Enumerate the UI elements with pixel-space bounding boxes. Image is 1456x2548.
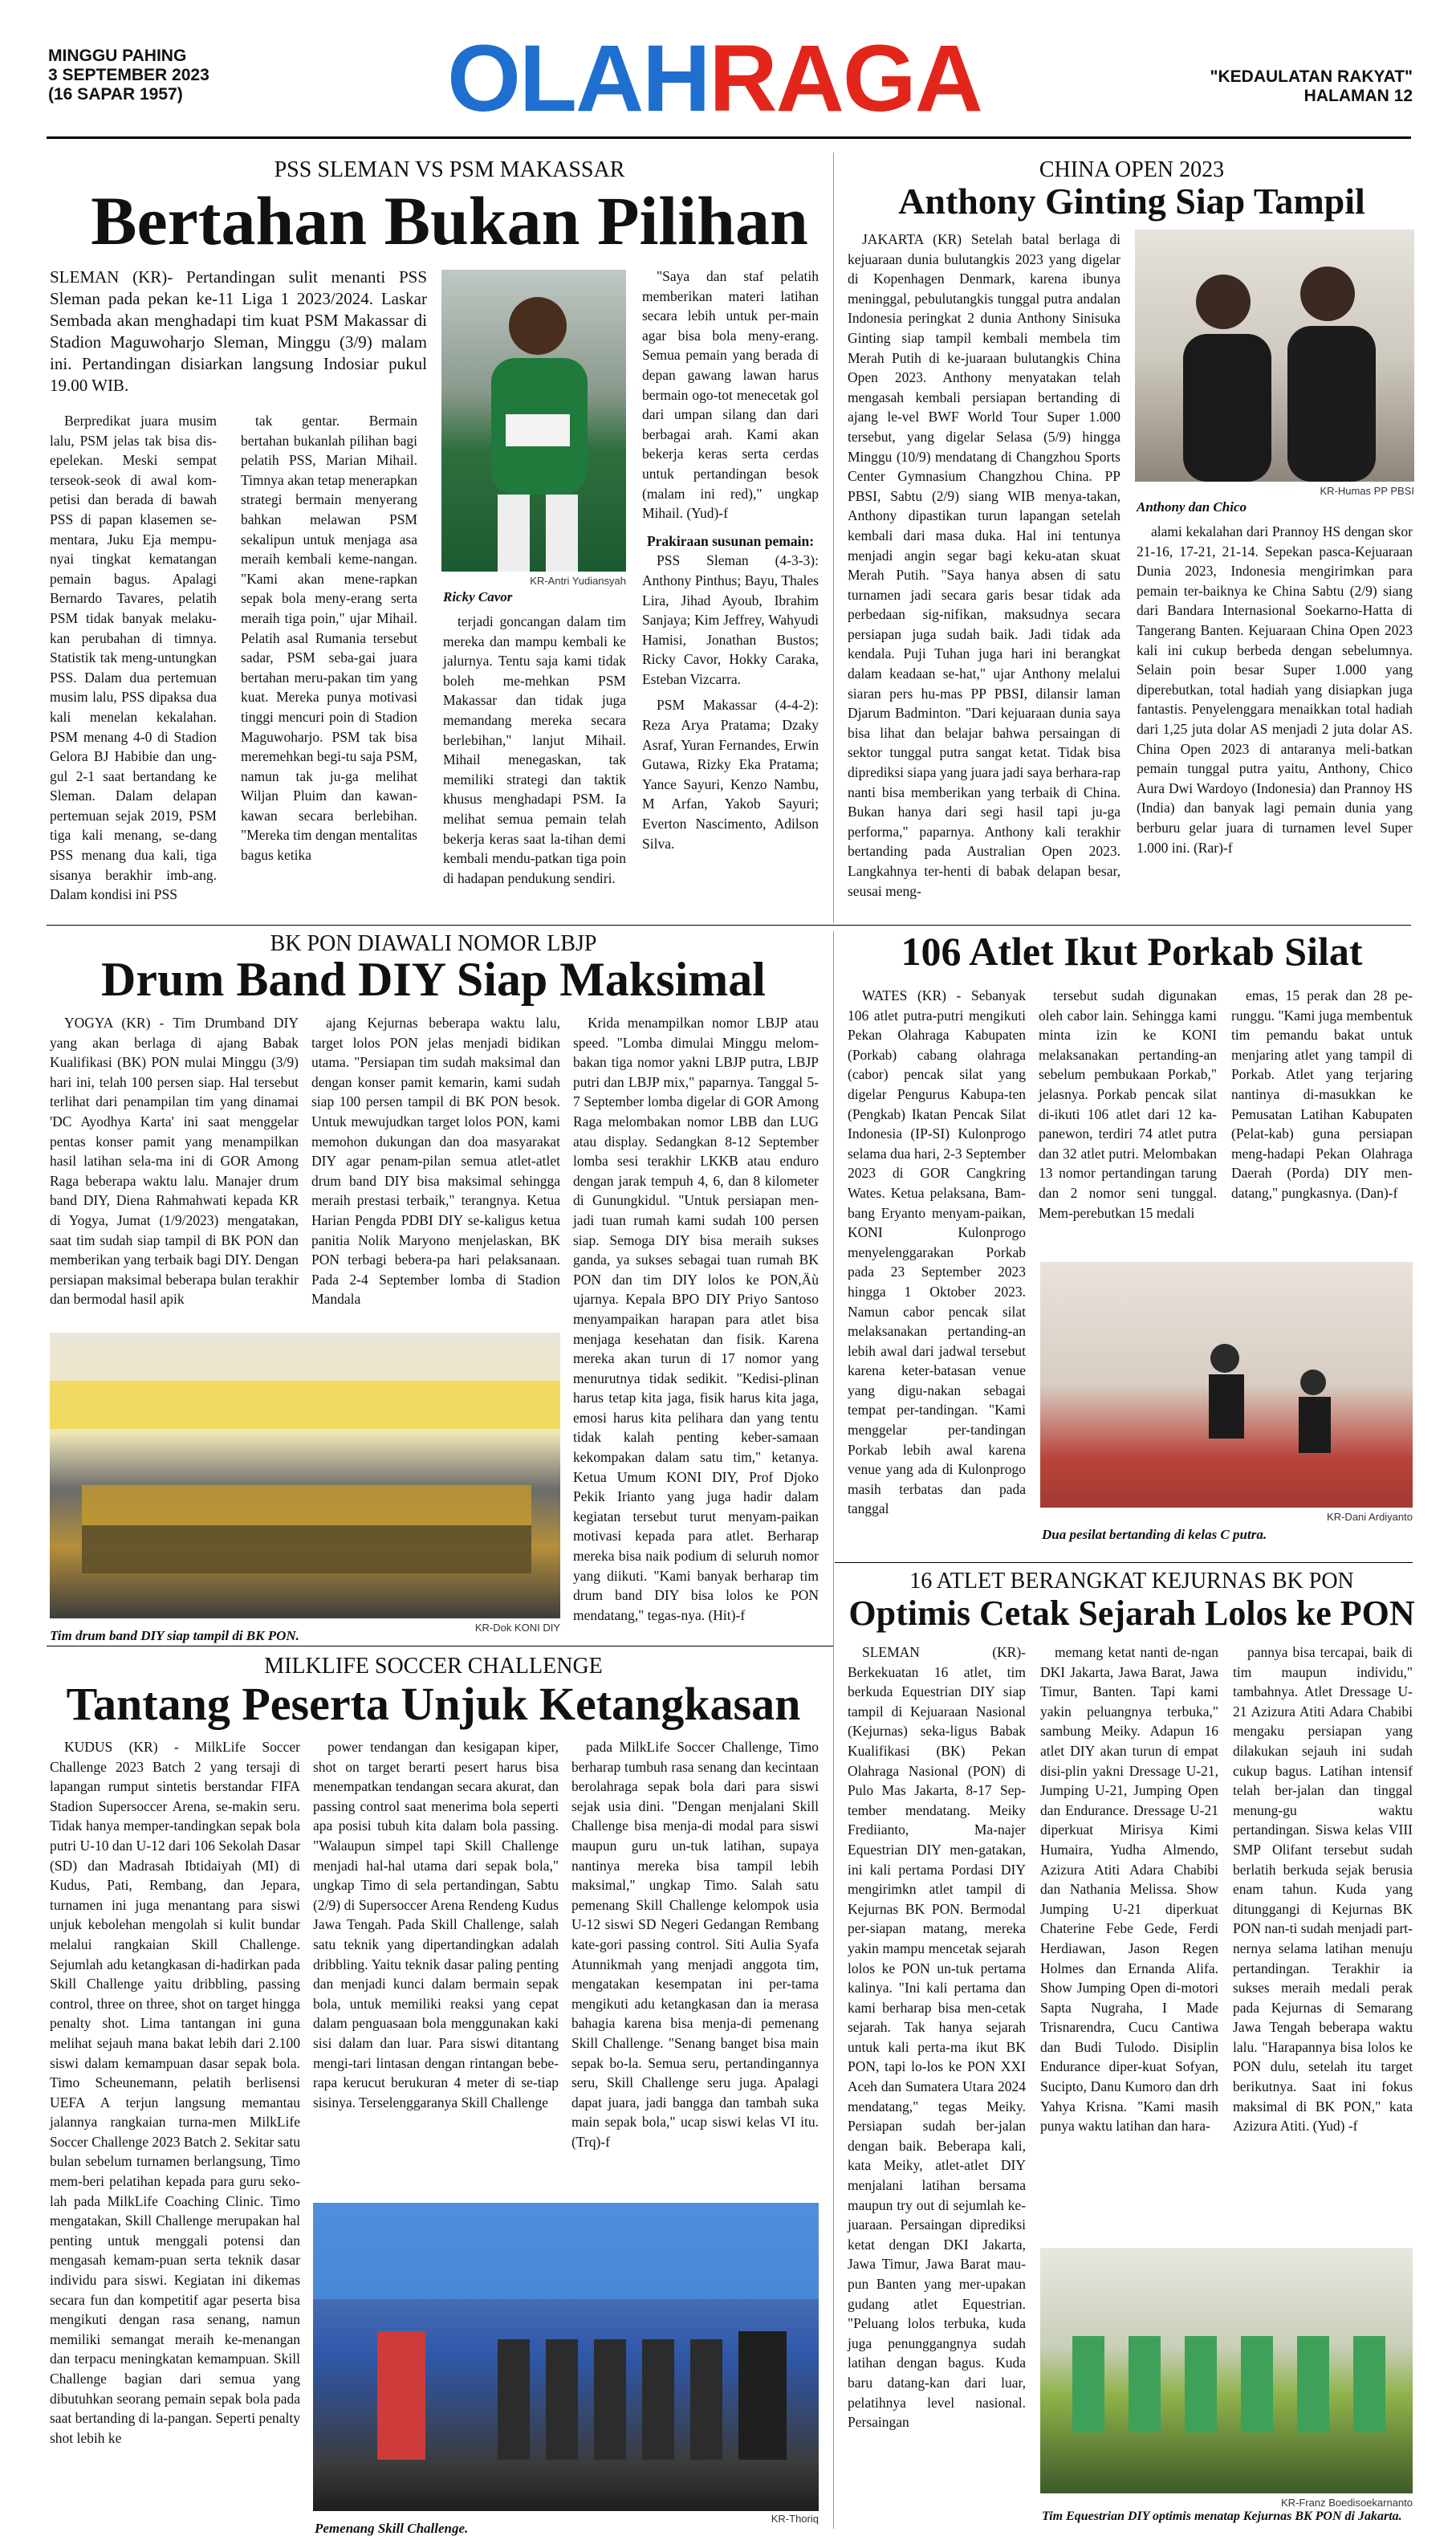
masthead-right: [1210, 67, 1413, 106]
article4-photo-caption: Dua pesilat bertanding di kelas C putra.: [1042, 1527, 1267, 1542]
article1-col4: [642, 267, 819, 853]
article1-kicker: PSS SLEMAN VS PSM MAKASSAR: [274, 157, 625, 182]
players-illustration: [1135, 230, 1414, 482]
article6-col1: [848, 1642, 1026, 2432]
article1-col3: [443, 612, 626, 888]
article4-photo: [1040, 1262, 1413, 1508]
article6-photo-credit: KR-Franz Boedisoekarnanto: [1280, 2497, 1413, 2509]
day-label: MINGGU PAHING: [48, 47, 187, 65]
article5-col2: [313, 1737, 559, 2112]
section-rule-2: [835, 1562, 1413, 1563]
article4-col1-text: WATES (KR) - Sebanyak 106 atlet putra-putri mengikuti Pekan Olahraga Kabupaten (Porkab) cabang olahraga (cabor) pencak silat yang digelar Pengurus Kabupa-ten (Pengkab) Ikatan Pencak Silat Indonesia (IP-SI) Kulonprogo selama dua hari, 2-3 September 2023 di GOR Cangkring Wates. Ketua pelaksana, Bam-bang Eryanto menyam-paikan, KONI Kulonprogo menyelenggarakan Porkab pada 23 September 2023 hingga 1 Oktober 2023. Namun cabor pencak silat melaksanakan pertanding-an lebih awal dari jadwal tersebut karena keter-batasan venue yang digu-nakan sebagai tempat per-tandingan. "Kami menggelar per-tandingan Porkab lebih awal karena venue yang ada di Kulonprogo masih terbatas dan pada tanggal: [848, 987, 1026, 1517]
article5-photo-credit: KR-Thoriq: [771, 2513, 819, 2525]
column-divider: [833, 153, 834, 923]
article2-title: Anthony Ginting Siap Tampil: [898, 181, 1365, 222]
lineup-pss: PSS Sleman (4-3-3): Anthony Pinthus; Bayu, Thales Lira, Jihad Ayoub, Ibrahim Sanjaya; Kim Jeffrey, Wahyudi Hamisi, Jonathan Bustos; Ricky Cavor, Hokky Caraka, Esteban Vizcarra.: [642, 552, 819, 687]
article2-photo-credit: KR-Humas PP PBSI: [1320, 485, 1414, 497]
soccer-player-illustration: [441, 270, 626, 572]
logo-part-olah: OLAH: [447, 26, 710, 132]
masthead-left: [48, 47, 209, 104]
article3-col1: [50, 1013, 299, 1309]
article3-col3-text: Krida menampilkan nomor LBJP atau speed. "Lomba dimulai Minggu melom-bakan tiga nomor yakni LBJP putra, LBJP putri dan LBJP mix," paparnya. Tanggal 5-7 September lomba digelar di GOR Among Raga melombakan nomor LBB dan LUG atau display. Sedangkan 8-12 September lomba sesi terakhir LKKB atau enduro dengan jarak tempuh 4, 6, dan 8 kilometer di Gunungkidul. "Untuk persiapan men-jadi tuan rumah kami sudah 100 persen siap. Semoga DIY bisa meraih sukses ganda, ya sukses sebagai tuan rumah BK PON dan tim DIY lolos ke PON,Äù ujarnya. Kepala BPO DIY Priyo Santoso menyampaikan harapan para atlet bisa menjaga kesehatan dan fisik. Karena mereka akan turun di 17 nomor yang menurutnya tidak sedikit. "Kedisi-plinan harus tetap kita jaga, fisik harus kita jaga, emosi harus kita pelihara dan yang tentu tidak kalah penting keber-samaan kekompakan dalam satu tim," ketanya. Ketua Umum KONI DIY, Prof Djoko Pekik Irianto yang juga hadir dalam kegiatan tersebut turut menyam-paikan motivasi kepada para atlet. Berharap mereka bisa naik podium di seluruh nomor yang diikuti. "Kami banyak berharap tim drum band DIY bisa lolos ke PON mendatang," tegas-nya. (Hit)-f: [573, 1015, 819, 1623]
logo-part-raga: RAGA: [709, 26, 982, 132]
article1-photo-caption: Ricky Cavor: [443, 589, 513, 604]
article6-kicker: 16 ATLET BERANGKAT KEJURNAS BK PON: [909, 1569, 1354, 1594]
page-number: HALAMAN 12: [1303, 87, 1413, 105]
article1-photo: [441, 270, 626, 572]
article3-col3: [573, 1013, 819, 1625]
silat-fighters-illustration: [1040, 1262, 1413, 1508]
article2-col2: [1137, 522, 1413, 857]
lineup-heading: Prakiraan susunan pemain:: [646, 532, 815, 549]
article1-lead-text: SLEMAN (KR)- Pertandingan sulit menanti PSS Sleman pada pekan ke-11 Liga 1 2023/2024. Laskar Sembada akan menghadapi tim kuat PSM Makassar di Stadion Maguwoharjo Sleman, Minggu (3/9) malam ini. Pertandingan disiarkan langsung Indosiar pukul 19.00 WIB.: [50, 267, 427, 395]
hijri-date-label: (16 SAPAR 1957): [48, 85, 183, 104]
article1-col1: [50, 411, 217, 905]
article3-kicker: BK PON DIAWALI NOMOR LBJP: [270, 931, 597, 956]
masthead-rule: [47, 136, 1411, 139]
article4-photo-credit: KR-Dani Ardiyanto: [1327, 1511, 1413, 1523]
article5-col3: [571, 1737, 819, 2151]
article6-col3: [1233, 1642, 1413, 2136]
article3-photo: [50, 1333, 560, 1618]
article5-title: Tantang Peserta Unjuk Ketangkasan: [66, 1678, 801, 1730]
article4-col1: [848, 986, 1026, 1519]
article5-kicker: MILKLIFE SOCCER CHALLENGE: [264, 1654, 603, 1679]
article3-col1-text: YOGYA (KR) - Tim Drumband DIY yang akan berlaga di ajang Babak Kualifikasi (BK) PON mulai Minggu (3/9) hari ini, telah 100 persen siap. Hal tersebut terlihat dari penampilan tim yang dinamai 'DC Ayodhya Karta' ini saat menggelar pentas konser pamit yang menampilkan hasil latihan sela-ma ini di GOR Among Raga beberapa waktu lalu. Manajer drum band DIY, Diena Rahmahwati kepada KR di Yogya, Jumat (1/9/2023) mengatakan, saat tim sudah siap tampil di BK PON dan memberikan yang terbaik bagi DIY. Dengan persiapan maksimal beberapa bulan terakhir dan bermodal hasil apik: [50, 1015, 299, 1308]
article3-photo-caption: Tim drum band DIY siap tampil di BK PON.: [50, 1628, 299, 1643]
article2-col1: [848, 230, 1120, 901]
article1-col2-text: tak gentar. Bermain bertahan bukanlah pilihan bagi pelatih PSS, Marian Mihail. Timnya akan tetap menerapkan strategi bermain menyerang bahkan melawan PSM sekalipun untuk menjaga asa meraih kembali keme-nangan. "Kami akan mene-rapkan sepak bola meny-erang serta meraih tiga poin," ujar Mihail. Pelatih asal Rumania tersebut sadar, PSM seba-gai juara bertahan meru-pakan tim yang kuat. Mereka punya motivasi tinggi mencuri poin di Stadion Maguwoharjo. PSM tak bisa meremehkan begi-tu saja PSM, namun tak ju-ga melihat Wiljan Pluim dan kawan-kawan secara berlebihan. "Mereka tim dengan mentalitas bagus ketika: [241, 413, 417, 864]
article4-col2: [1039, 986, 1217, 1223]
equestrian-team-illustration: [1040, 2248, 1413, 2493]
article2-col1-text: JAKARTA (KR) Setelah batal berlaga di kejuaraan dunia bulutangkis 2023 yang digelar di Kopenhagen Denmark, karena ibunya meninggal, pebulutangkis tunggal putra andalan Indonesia peringkat 2 dunia Anthony Sinisuka Ginting siap tampil kembali membela tim Merah Putih di ke-juaraan bulutangkis China Open 2023. Anthony menyatakan telah mengasah kembali persiapan bertanding di ajang le-vel BWF World Tour Super 1.000 tersebut, yang digelar Selasa (5/9) hingga Minggu (10/9) mendatang di Changzhou Sports Center Gymnasium Changzhou China. PP PBSI, Sabtu (2/9) siang WIB menya-takan, Anthony dipastikan turun lapangan setelah kembali dari masa duka. Hal ini tentunya menjadi angin segar bagi keku-atan skuat Merah Putih. "Saya hanya absen di satu turnamen jadi secara garis besar tidak ada perbedaan sig-nifikan, maksudnya secara persiapan juga sudah baik. Jadi tidak ada kendala. Puji Tuhan juga hari ini berangkat dalam keadaan se-hat," ujar Anthony melalui siaran pers hu-mas PP PBSI, dilansir laman Djarum Badminton. "Dari kejuaraan dunia saya bisa lihat dan belajar bahwa persaingan di sektor tunggal putra sangat ketat. Tidak bisa diprediksi siapa yang juara jadi saya berhara-rap nanti bisa memberikan yang terbaik di China. Bukan hanya dari segi hasil tapi ju-ga performa," paparnya. Anthony kali terakhir bertanding pada Australian Open 2023. Langkahnya ter-henti di babak delapan besar, seusai meng-: [848, 231, 1120, 899]
article1-title: Bertahan Bukan Pilihan: [91, 182, 808, 259]
article6-col3-text: pannya bisa tercapai, baik di tim maupun individu," tambahnya. Atlet Dressage U-21 Azizura Atiti Adara Chabibi mengaku persiapan yang dilakukan sejauh ini sudah cukup bagus. Latihan intensif telah ber-jalan dan tinggal menung-gu waktu pertandingan. Siswa kelas VIII SMP Olifant tersebut sudah berlatih berkuda sejak berusia enam tahun. Kuda yang ditunggangi di Kejurnas BK PON nan-ti sudah menjadi part-nernya selama latihan menuju pertandingan. Terakhir ia sukses meraih medali perak pada Kejurnas di Semarang Jawa Tengah beberapa waktu lalu. "Harapannya bisa lolos ke PON dulu, setelah itu target berikutnya. Saat ini fokus maksimal di BK PON," kata Azizura Atiti. (Yud) -f: [1233, 1644, 1413, 2135]
article6-col1-text: SLEMAN (KR)- Berkekuatan 16 atlet, tim berkuda Equestrian DIY siap tampil di Kejuaraan Nasional (Kejurnas) seka-ligus Babak Kualifikasi (BK) Pekan Olahraga Nasional (PON) di Pulo Mas Jakarta, 8-17 Sep-tember mendatang. Meiky Frediianto, Ma-najer Equestrian DIY men-gatakan, ini kali pertama Pordasi DIY mengirimkn atlet tampil di Kejurnas BK PON. Bermodal per-siapan matang, mereka yakin mampu mencetak sejarah lolos ke PON un-tuk pertama kalinya. "Ini kali pertama dan kami berharap bisa men-cetak sejarah. Tak hanya sejarah untuk kali perta-ma ikut BK PON, tapi lo-los ke PON XXI Aceh dan Sumatera Utara 2024 mendatang," tegas Meiky. Persiapan sudah ber-jalan dengan baik. Beberapa kali, kata Meiky, atlet-atlet DIY menjalani latihan bersama maupun try out di sejumlah ke-juaraan. Persaingan diprediksi ketat dengan DKI Jakarta, Jawa Timur, Jawa Barat mau-pun Banten yang mer-upakan gudang atlet Equestrian. "Peluang lolos terbuka, kuda juga penunggangnya sudah latihan dengan bagus. Kuda baru datang-kan dari luar, pelatihnya level nasional. Persaingan: [848, 1644, 1026, 2431]
article2-photo-caption: Anthony dan Chico: [1137, 499, 1247, 515]
article6-col2: [1040, 1642, 1218, 2136]
article4-col3: [1231, 986, 1413, 1203]
winners-podium-illustration: [313, 2203, 819, 2511]
section-logo: [313, 26, 1116, 132]
article2-col2-text: alami kekalahan dari Prannoy HS dengan skor 21-16, 17-21, 21-14. Sepekan pasca-Kejuaraan Dunia 2023, Indonesia mengirimkan para pemain ter-baiknya ke China Sabtu (2/9) siang dari Bandara Internasional Soekarno-Hatta di Tangerang Banten. Kejuaraan China Open 2023 kali ini cukup berbeda dengan sebelumnya. Selain poin besar Super 1.000 yang diperebutkan, total hadiah yang disiapkan juga fantastis. Penyelenggara menaikkan total hadiah dari 1,25 juta dolar AS menjadi 2 juta dolar AS. China Open 2023 di antaranya meli-batkan pemain tunggal putra yaitu, Anthony, Chico Aura Dwi Wardoyo (Indonesia) dan Prannoy HS (India) dan banyak lagi pemain dunia yang berburu gelar juara di turnamen level Super 1.000 ini. (Rar)-f: [1137, 523, 1413, 856]
article6-title: Optimis Cetak Sejarah Lolos ke PON: [848, 1594, 1415, 1633]
column-divider-2: [833, 931, 834, 1654]
article1-col3-text: terjadi goncangan dalam tim mereka dan mampu kembali ke jalurnya. Tentu saja kami tidak boleh me-mehkan PSM Makassar dan tidak juga memandang mereka secara berlebihan," lanjut Mihail. Mihail menegaskan, tak memiliki strategi dan taktik khusus menghadapi PSM. Ia melihat semua pemain telah bekerja keras saat la-tihan demi kembali mendu-patkan tiga poin di hadapan pendukung sendiri.: [443, 613, 626, 886]
article3-col2: [311, 1013, 560, 1309]
column-divider-3: [833, 1654, 834, 2529]
article1-col4-text: "Saya dan staf pelatih memberikan materi latihan secara lebih untuk per-main agar bisa bola meny-erang. Semua pemain yang berada di depan gawang lawan harus bermain ogo-tot menecetak gol dari umpan silang dan dari berbagai arah. Kami akan bekerja keras serta cerdas untuk pertandingan besok (malam ini red)," ungkap Mihail. (Yud)-f: [642, 268, 819, 522]
tagline: "KEDAULATAN RAKYAT": [1210, 67, 1413, 86]
article4-title: 106 Atlet Ikut Porkab Silat: [901, 929, 1363, 974]
article2-kicker: CHINA OPEN 2023: [1039, 157, 1225, 182]
article6-photo: [1040, 2248, 1413, 2493]
article1-col2: [241, 411, 417, 865]
article5-photo-caption: Pemenang Skill Challenge.: [315, 2521, 469, 2536]
article6-photo-caption: Tim Equestrian DIY optimis menatap Kejurnas BK PON di Jakarta.: [1042, 2509, 1402, 2523]
article1-photo-credit: KR-Antri Yudiansyah: [530, 575, 626, 587]
article3-photo-credit: KR-Dok KONI DIY: [474, 1622, 560, 1634]
article4-col3-text: emas, 15 perak dan 28 pe-runggu. "Kami juga membentuk tim pemandu bakat untuk menjaring atlet yang tampil di Porkab. Atlet yang terjaring nantinya di-masukkan ke Pemusatan Latihan Kabupaten (Pelat-kab) guna persiapan meng-hadapi Pekan Olahraga Daerah (Porda) DIY men-datang," pungkasnya. (Dan)-f: [1231, 987, 1413, 1201]
date-label: 3 SEPTEMBER 2023: [48, 66, 209, 84]
drumband-group-illustration: [50, 1333, 560, 1618]
article5-col1: [50, 1737, 300, 2448]
article1-col1-text: Berpredikat juara musim lalu, PSM jelas tak bisa dis-epelekan. Meski sempat terseok-seok di awal kom-petisi dan berada di bawah PSS di papan klasemen se-mentara, Juku Eja mempu-nyai tingkat kematangan pemain bagus. Apalagi Bernardo Tavares, pelatih PSM tidak banyak melaku-kan perubahan di timnya. Statistik tak meng-untungkan PSS. Dalam dua pertemuan musim lalu, PSS dipaksa dua kali menelan kekalahan. PSM menang 4-0 di Stadion Gelora BJ Habibie dan ung-gul 2-1 saat bertandang ke Sleman. Dalam delapan pertemuan sejak 2019, PSM tiga kali menang, se-dang PSS menang dua kali, tiga sisanya berakhir imb-ang. Dalam kondisi ini PSS: [50, 413, 217, 903]
article5-col2-text: power tendangan dan kesigapan kiper, shot on target berarti pesert harus bisa menempatkan tendangan secara akurat, dan passing control saat menerima bola seperti apa posisi tubuh kita dalam bola passing. "Walaupun simpel tapi Skill Challenge menjadi hal-hal utama dari sepak bola," ungkap Timo di sela pertandingan, Sabtu (2/9) di Supersoccer Arena Rendeng Kudus Jawa Tengah. Pada Skill Challenge, salah satu teknik yang dipertandingkan adalah dribbling. Yaitu teknik dasar paling penting dan menjadi kunci dalam bermain sepak bola, untuk memiliki reaksi yang cepat dalam penguasaan bola menggunakan kaki sisi dalam dan luar. Para siswi ditantang mengi-tari lintasan dengan rintangan bebe-rapa kerucut berukuran 4 meter di se-tiap sisinya. Terselenggaranya Skill Challenge: [313, 1739, 559, 2110]
article5-col3-text: pada MilkLife Soccer Challenge, Timo berharap tumbuh rasa senang dan kecintaan berolahraga sepak bola dari para siswi sejak usia dini. "Dengan menjalani Skill Challenge bisa menja-di modal para siswi maupun guru un-tuk latihan, supaya nantinya mereka bisa tampil lebih maksimal," ungkap Timo. Salah satu pemenang Skill Challenge kelompok usia U-12 siswi SD Negeri Gedangan Rembang kate-gori passing control. Siti Aulia Syafa Atunnikmah yang menjadi anggota tim, mengatakan kesempatan ini per-tama mengikuti adu ketangkasan dan ia merasa bahagia karena bisa menja-di pemenang Skill Challenge. "Senang banget bisa main sepak bo-la. Semua seru, pertandingannya seru, Skill Challenge seru juga. Apalagi dapat juara, jadi bangga dan tambah suka main sepak bola," ucap siswi kelas VI itu. (Trq)-f: [571, 1739, 819, 2150]
article4-col2-text: tersebut sudah digunakan oleh cabor lain. Sehingga kami minta izin ke KONI melaksanakan pertanding-an sebelum pembukaan Porkab," jelasnya. Porkab pencak silat di-ikuti 106 atlet dari 12 ka-panewon, terdiri 74 atlet putra dan 32 atlet putri. Melombakan 13 nomor pertandingan tarung dan 2 nomor seni tunggal. Mem-perebutkan 15 medali: [1039, 987, 1217, 1221]
article5-col1-text: KUDUS (KR) - MilkLife Soccer Challenge 2023 Batch 2 yang tersaji di lapangan rumput sintetis berstandar FIFA Stadion Supersoccer Arena, se-makin seru. Tidak hanya memper-tandingkan sepak bola putri U-10 dan U-12 dari 106 Sekolah Dasar (SD) dan Madrasah Ibtidaiyah (MI) di Kudus, Pati, Rembang, dan Jepara, turnamen ini juga menantang para siswi unjuk kebolehan mengolah si kulit bundar melalui rangkaian Skill Challenge. Sejumlah adu ketangkasan di-hadirkan pada Skill Challenge yaitu dribbling, passing control, three on three, shot on target hingga penalty shot. Lima tantangan ini guna melihat sejauh mana bakat lebih dari 2.100 siswi dalam kemampuan dasar sepak bola. Timo Scheunemann, pelatih berlisensi UEFA A terjun langsung memantau jalannya rangkaian turna-men MilkLife Soccer Challenge 2023 Batch 2. Sekitar satu bulan sebelum turnamen berlangsung, Timo mem-beri pelatihan kepada para guru seko-lah pada MilkLife Coaching Clinic. Timo mengatakan, Skill Challenge merupakan hal penting untuk menggali potensi dan mengasah kemam-puan serta teknik dasar individu para siswi. Kegiatan ini dikemas secara fun dan kompetitif agar peserta bisa mengikuti dengan rasa senang, namun memiliki semangat meraih ke-menangan dan terpacu meningkatan kemampuan. Skill Challenge bagian dari semua yang dibutuhkan seorang pemain sepak bola pada saat bertanding di la-pangan. Seperti penalty shot lebih ke: [50, 1739, 300, 2446]
article3-col2-text: ajang Kejurnas beberapa waktu lalu, target lolos PON jelas menjadi bidikan utama. "Persiapan tim sudah maksimal dan dengan konser pamit kemarin, kami sudah siap 100 persen tampil di BK PON besok. Untuk mewujudkan target lolos PON, kami memohon dukungan dan doa masyarakat DIY agar penam-pilan semua atlet-atlet drum band DIY bisa maksimal sehingga meraih prestasi terbaik," terangnya. Ketua Harian Pengda PDBI DIY se-kaligus ketua panitia Nolik Maryono menjelaskan, BK PON terbagi bebera-pa hari pelaksanaan. Pada 2-4 September lomba di Stadion Mandala: [311, 1015, 560, 1308]
article3-title: Drum Band DIY Siap Maksimal: [101, 953, 766, 1006]
article2-photo: [1135, 230, 1414, 482]
article1-lead: [50, 267, 427, 397]
article5-photo: [313, 2203, 819, 2511]
section-rule-1: [47, 925, 1411, 926]
article6-col2-text: memang ketat nanti de-ngan DKI Jakarta, Jawa Barat, Jawa Timur, Banten. Tapi kami yakin peluangnya terbuka," sambung Meiky. Adapun 16 atlet DIY akan turun di empat disi-plin yakni Dressage U-21, Jumping U-21, Jumping Open dan Endurance. Dressage U-21 diperkuat Mirisya Kimi Humaira, Yudha Almendo, Azizura Atiti Adara Chabibi dan Nathania Melissa. Show Jumping U-21 diperkuat Chaterine Febe Gede, Ferdi Herdiawan, Jason Regen Holmes dan Ernanda Alifa. Show Jumping Open di-motori Sapta Nugraha, I Made Trisnarendra, Cucu Cantiwa dan Budi Tulodo. Disiplin Endurance diper-kuat Sofyan, Sucipto, Danu Kumoro dan drh Yahya Krisna. "Kami masih punya waktu latihan dan hara-: [1040, 1644, 1218, 2135]
lineup-psm: PSM Makassar (4-4-2): Reza Arya Pratama; Dzaky Asraf, Yuran Fernandes, Erwin Gutawa, Rizky Eka Pratama; Yance Sayuri, Kenzo Nambu, M Arfan, Yakob Sayuri; Everton Nascimento, Adilson Silva.: [642, 697, 819, 852]
